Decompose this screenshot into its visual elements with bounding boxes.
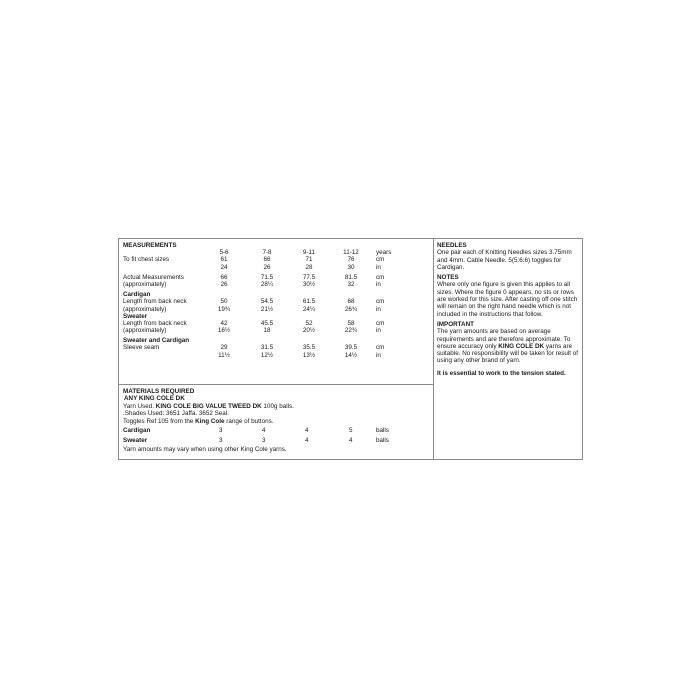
measurement-label: To fit chest sizes — [123, 256, 170, 264]
yarn-suffix: 100g balls. — [261, 402, 294, 410]
section-divider — [119, 384, 434, 385]
measurements-section — [123, 242, 429, 359]
important-text-after: yarns are suitable. No responsibility will be taken for result of using any other brand of yarn. — [437, 342, 579, 365]
measurement-label: (approximately) — [123, 305, 167, 313]
toggles-line — [123, 418, 429, 425]
important-title: IMPORTANT — [437, 320, 474, 328]
measurement-value: 30 — [347, 263, 355, 271]
measurement-row — [123, 291, 429, 298]
measurement-label: Sweater — [123, 312, 148, 320]
measurements-title: MEASUREMENTS — [123, 242, 177, 249]
measurement-unit: cm — [376, 298, 385, 306]
important-text-before: The yarn amounts are based on average requirements and are therefore approximate. To ensure accuracy only — [437, 328, 571, 350]
measurement-value: 54.5 — [260, 298, 274, 306]
measurement-value: 18 — [263, 327, 271, 335]
measurement-value: 68 — [347, 298, 355, 306]
yarn-prefix: Yarn Used. — [123, 402, 156, 410]
measurement-label: Sleeve seam — [123, 344, 160, 352]
quantity-value: 4 — [305, 427, 309, 435]
measurement-value: 28 — [305, 263, 313, 271]
measurement-value: 12½ — [260, 351, 274, 359]
materials-title: MATERIALS REQUIRED — [123, 388, 195, 395]
measurement-value: 26¾ — [344, 305, 358, 313]
measurement-value: 42 — [220, 319, 228, 327]
needles-text: One pair each of Knitting Needles sizes 3.75mm and 4mm. Cable Needle. 5(5:6:6) toggles for Cardigan. — [437, 249, 572, 271]
pattern-info-panel — [118, 238, 583, 460]
quantity-value: 4 — [262, 427, 266, 435]
tension-statement: It is essential to work to the tension stated. — [437, 369, 566, 377]
measurement-unit: cm — [376, 319, 385, 327]
size-header: 5-6 — [219, 249, 229, 257]
measurement-unit: in — [376, 327, 381, 335]
measurement-row — [123, 274, 429, 281]
toggles-suffix: range of buttons. — [224, 417, 274, 425]
measurement-value: 66 — [263, 256, 271, 264]
important-text — [437, 328, 579, 364]
measurement-row — [123, 313, 429, 320]
measurement-value: 16½ — [217, 327, 231, 335]
measurement-label: Length from back neck — [123, 298, 187, 306]
measurement-value: 30½ — [302, 280, 316, 288]
measurement-value: 45.5 — [260, 319, 274, 327]
measurement-value: 71.5 — [260, 273, 274, 281]
measurement-row — [123, 281, 429, 288]
notes-text: Where only one figure is given this applies to all sizes. Where the figure 0 appears, no sts or rows are worked for this size. After casting off one stitch will remain on the right hand needle which is not included in the instructions that follow. — [437, 281, 578, 318]
notes-title: NOTES — [437, 274, 459, 282]
quantity-unit: balls — [376, 427, 389, 435]
toggles-prefix: Toggles Ref 105 from the — [123, 417, 196, 425]
measurement-label: Cardigan — [123, 291, 151, 299]
measurement-row — [123, 327, 429, 334]
measurement-value: 77.5 — [302, 273, 316, 281]
measurement-value: 11½ — [218, 351, 230, 359]
quantity-value: 4 — [305, 437, 309, 445]
measurement-value: 19¾ — [217, 305, 231, 313]
quantity-value: 3 — [219, 437, 223, 445]
measurement-value: 58 — [347, 319, 355, 327]
measurement-unit: cm — [376, 344, 385, 352]
measurement-value: 20½ — [302, 327, 316, 335]
quantity-row — [123, 425, 429, 435]
measurement-value: 28¼ — [260, 280, 274, 288]
measurement-unit: in — [376, 263, 381, 271]
quantity-label: Sweater — [123, 437, 148, 445]
measurement-row — [123, 298, 429, 305]
measurement-row — [123, 264, 429, 271]
size-header: 7-8 — [262, 249, 272, 257]
measurement-label: Length from back neck — [123, 319, 187, 327]
measurement-value: 71 — [305, 256, 313, 264]
yarn-name: KING COLE BIG VALUE TWEED DK — [155, 402, 262, 410]
measurement-value: 52 — [305, 319, 313, 327]
size-header-row — [123, 249, 429, 256]
measurement-value: 61 — [220, 256, 228, 264]
yarn-line — [123, 403, 429, 410]
measurement-label: Actual Measurements — [123, 273, 184, 281]
measurement-value: 61.5 — [302, 298, 316, 306]
materials-note: Yarn amounts may vary when using other King Cole yarns. — [123, 446, 287, 454]
measurement-row — [123, 256, 429, 263]
size-header: 11-12 — [343, 249, 359, 257]
measurement-row — [123, 320, 429, 327]
quantity-value: 4 — [349, 437, 353, 445]
measurement-value: 35.5 — [302, 344, 316, 352]
measurement-value: 29 — [220, 344, 228, 352]
measurement-rows — [123, 256, 429, 358]
measurement-row — [123, 352, 429, 359]
measurement-unit: cm — [376, 273, 385, 281]
measurement-value: 81.5 — [344, 273, 358, 281]
materials-section — [123, 388, 429, 453]
toggles-brand: King Cole — [195, 417, 225, 425]
quantity-unit: balls — [376, 437, 389, 445]
measurement-value: 24 — [220, 263, 228, 271]
measurement-value: 26 — [263, 263, 271, 271]
measurement-row — [123, 306, 429, 313]
measurement-unit: cm — [376, 256, 385, 264]
measurement-row — [123, 344, 429, 351]
quantity-label: Cardigan — [123, 427, 151, 435]
measurement-value: 32 — [347, 280, 355, 288]
measurement-value: 24¼ — [302, 305, 316, 313]
measurement-unit: in — [376, 305, 381, 313]
quantity-value: 3 — [219, 427, 223, 435]
column-divider — [433, 239, 434, 459]
important-brand: KING COLE DK — [498, 342, 545, 350]
measurement-value: 21½ — [260, 305, 274, 313]
size-unit: years — [376, 249, 392, 257]
measurement-value: 13½ — [302, 351, 316, 359]
measurement-value: 76 — [347, 256, 355, 264]
materials-subtitle: ANY KING COLE DK — [124, 395, 185, 403]
size-header: 9-11 — [302, 249, 316, 257]
shades-line: .Shades Used: 3651 Jaffa. 3652 Seal. — [123, 410, 229, 418]
measurement-unit: in — [376, 351, 381, 359]
measurement-label: (approximately) — [123, 327, 167, 335]
measurement-label: (approximately) — [123, 280, 167, 288]
measurement-unit: in — [376, 280, 381, 288]
measurement-value: 39.5 — [344, 344, 358, 352]
measurement-row — [123, 337, 429, 344]
measurement-value: 50 — [220, 298, 228, 306]
measurement-value: 26 — [220, 280, 228, 288]
measurement-value: 14½ — [344, 351, 358, 359]
quantity-row — [123, 435, 429, 445]
notes-column — [437, 242, 579, 377]
measurement-value: 66 — [220, 273, 228, 281]
quantity-value: 3 — [262, 437, 266, 445]
needles-title: NEEDLES — [437, 242, 467, 249]
measurement-value: 22¾ — [344, 327, 358, 335]
quantity-rows — [123, 425, 429, 445]
measurement-label: Sweater and Cardigan — [123, 337, 190, 345]
measurement-value: 31.5 — [260, 344, 274, 352]
quantity-value: 5 — [349, 427, 353, 435]
